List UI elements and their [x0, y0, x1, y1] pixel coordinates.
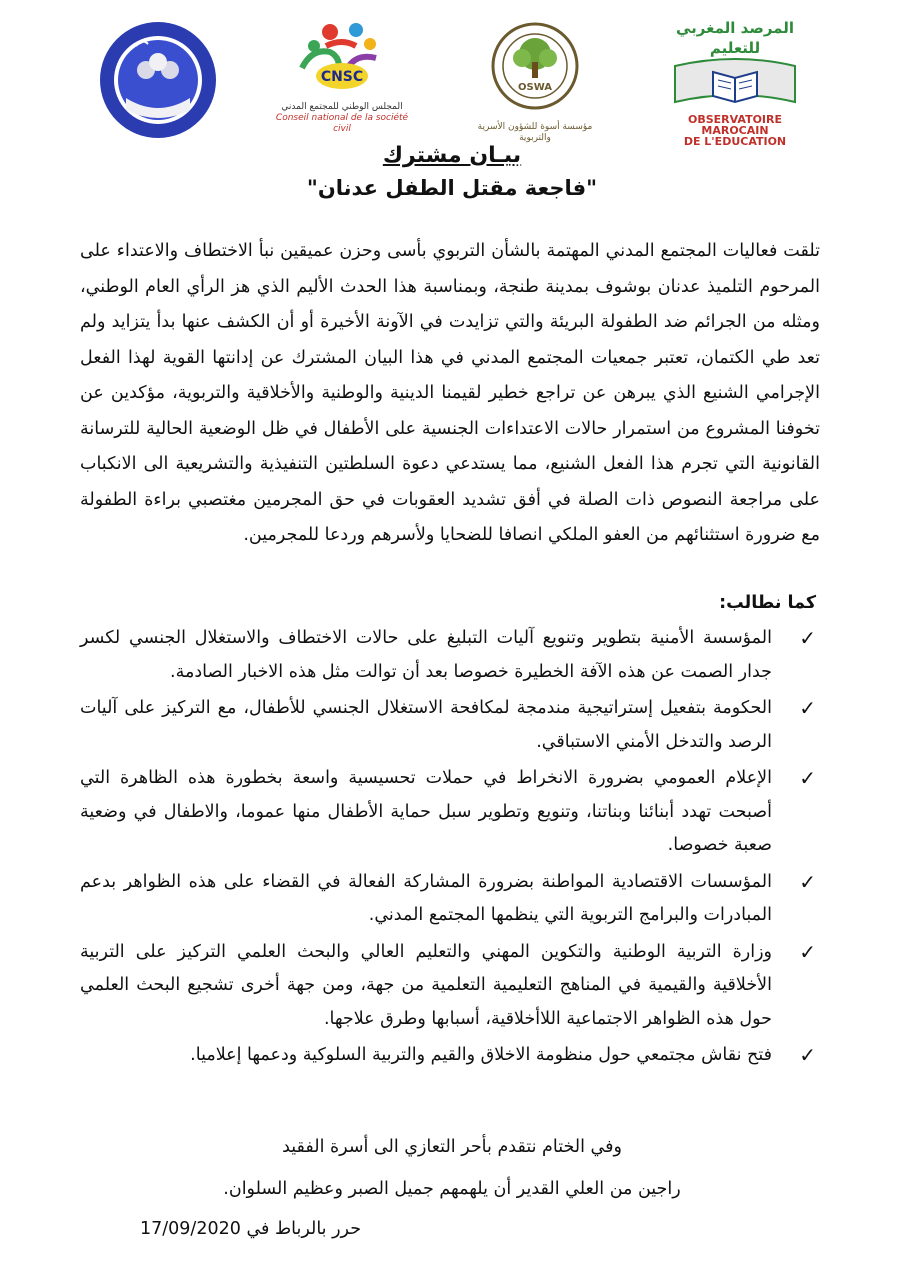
document-title-text: بيـان مشترك — [382, 143, 522, 168]
demand-text: المؤسسة الأمنية بتطوير وتنويع آليات التبليغ على حالات الاختطاف والاستغلال الجنسي لكسر جدار الصمت عن هذه الآفة الخطيرة خصوصا بعد أن توالت مثل هذه الاخبار الصادمة. — [80, 628, 772, 682]
cnsc-logo — [272, 18, 412, 138]
children-hands-logo — [96, 18, 221, 143]
check-icon: ✓ — [799, 939, 816, 964]
oswa-logo — [470, 18, 600, 143]
demand-text: الحكومة بتفعيل إستراتيجية مندمجة لمكافحة الاستغلال الجنسي للأطفال، مع التركيز على آليات الرصد والتدخل الأمني الاستباقي. — [80, 698, 772, 752]
closing-prayer: راجين من العلي القدير أن يلهمهم جميل الصبر وعظيم السلوان. — [223, 1179, 681, 1199]
demands-list — [80, 622, 820, 1076]
demand-item — [80, 1039, 820, 1073]
check-icon: ✓ — [799, 1043, 816, 1067]
ome-logo-arabic: المرصد المغربي للتعليم — [676, 19, 794, 57]
tree-seal-icon — [470, 18, 600, 118]
demand-text: الإعلام العمومي بضرورة الانخراط في حملات تحسيسية واسعة بخطورة هذه الظاهرة التي أصبحت تهدد أبنائنا وبناتنا، وتنويع وتطوير سبل حماية الأطفال منها عموما، والاطفال في وضعية صعبة خصوصا. — [80, 768, 772, 855]
demand-text: فتح نقاش مجتمعي حول منظومة الاخلاق والقيم والتربية السلوكية ودعمها إعلاميا. — [190, 1045, 772, 1065]
ome-logo-french-2: DE L'EDUCATION — [683, 135, 787, 148]
signoff-date: حرر بالرباط في 17/09/2020 — [140, 1219, 362, 1239]
check-icon: ✓ — [799, 696, 816, 720]
oswa-logo-text: OSWA — [517, 82, 553, 93]
ome-logo-french-1: OBSERVATOIRE MAROCAIN — [688, 113, 782, 137]
observatoire-logo — [655, 18, 815, 148]
cnsc-people-icon — [272, 18, 412, 98]
cnsc-logo-arabic: المجلس الوطني للمجتمع المدني — [281, 102, 403, 112]
demand-item — [80, 762, 820, 863]
cnsc-logo-text: CNSC — [320, 69, 364, 85]
body-paragraph: تلقت فعاليات المجتمع المدني المهتمة بالشأن التربوي بأسى وحزن عميقين نبأ الاختطاف والاعتداء على المرحوم التلميذ عدنان بوشوف بمدينة طنجة، وبمناسبة هذا الحدث الأليم الذي هز الرأي العام الوطني، ومثله من الجرائم ضد الطفولة البريئة والتي تزايدت في الآونة الأخيرة أو أن الكشف عنها بدأ يتزايد ولم تعد طي الكتمان، تعتبر جمعيات المجتمع المدني في هذا البيان المشترك عن إدانتها القوية لهذا الفعل الإجرامي الشنيع الذي يبرهن عن تراجع خطير لقيمنا الدينية والوطنية والأخلاقية والتربوية، مؤكدين عن تخوفنا المشروع من استمرار حالات الاعتداءات الجنسية على الأطفال في ظل الوضعية الحالية للترسانة القانونية التي تجرم هذا الفعل الشنيع، مما يستدعي دعوة السلطتين التنفيذية والتشريعية الى الانكباب على مراجعة النصوص ذات الصلة في أفق تشديد العقوبات في حق المجرمين مغتصبي براءة الطفولة مع ضرورة استثنائهم من العفو الملكي انصافا للضحايا ولأسرهم وردعا للمجرمين. — [80, 241, 820, 545]
check-icon: ✓ — [799, 766, 816, 790]
demand-item — [80, 936, 820, 1037]
demand-item — [80, 866, 820, 933]
cnsc-logo-french: Conseil national de la société civil — [275, 113, 409, 134]
demand-item — [80, 622, 820, 689]
check-icon: ✓ — [799, 626, 816, 650]
open-book-icon — [655, 58, 815, 110]
check-icon: ✓ — [799, 869, 816, 894]
document-subtitle: "فاجعة مقتل الطفل عدنان" — [306, 176, 598, 200]
demand-item — [80, 692, 820, 759]
children-hands-icon — [96, 18, 221, 143]
document-title — [0, 143, 904, 168]
closing-condolences: وفي الختام نتقدم بأحر التعازي الى أسرة الفقيد — [282, 1137, 622, 1157]
demand-text: المؤسسات الاقتصادية المواطنة بضرورة المشاركة الفعالة في القضاء على هذه الظواهر بدعم المبادرات والبرامج التربوية التي ينظمها المجتمع المدني. — [80, 871, 772, 925]
demands-intro: كما نطالب: — [719, 593, 816, 613]
oswa-logo-arabic: مؤسسة أسوة للشؤون الأسرية والتربوية — [477, 122, 593, 143]
demand-text: وزارة التربية الوطنية والتكوين المهني والتعليم العالي والبحث العلمي التركيز على التربية الأخلاقية والقيمية في المناهج التعليمية التعلمية من جهة، ومن جهة أخرى تشجيع البحث العلمي حول هذه الظواهر الاجتماعية اللاأخلاقية، أسبابها وطرق علاجها. — [80, 941, 772, 1029]
